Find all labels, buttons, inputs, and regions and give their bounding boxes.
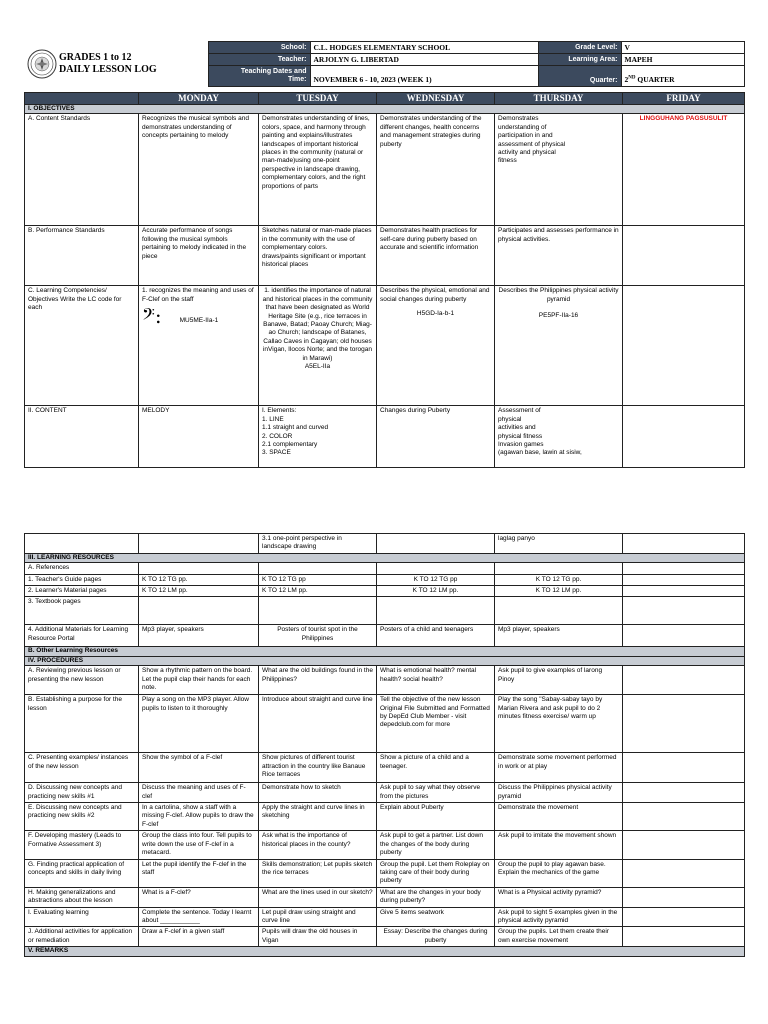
cell-thursday: Mp3 player, speakers	[495, 625, 623, 647]
cell-friday	[623, 803, 745, 831]
quarter-label: Quarter:	[538, 66, 621, 87]
cell-friday	[623, 695, 745, 753]
cell-thursday: Ask pupil to imitate the movement shown	[495, 831, 623, 859]
row-label: A. References	[25, 563, 139, 574]
table-row	[25, 114, 745, 226]
cell-thursday: Ask pupil to sight 5 examples given in the physical activity pyramid	[495, 907, 623, 927]
cell-friday	[623, 286, 745, 406]
cell-thursday: Assessment of physical activities and physical fitness Invasion games (agawan base, lawin at sisiw,	[495, 406, 623, 468]
cell-tuesday: I. Elements: 1. LINE 1.1 straight and curved 2. COLOR 2.1 complementary 3. SPACE	[259, 406, 377, 468]
cell-friday	[623, 831, 745, 859]
table-row	[25, 695, 745, 753]
cell-friday	[623, 534, 745, 554]
row-label: B. Establishing a purpose for the lesson	[25, 695, 139, 753]
cell-tuesday: K TO 12 TG pp	[259, 574, 377, 585]
cell-wednesday: Essay: Describe the changes during puberty	[377, 927, 495, 947]
cell-friday	[623, 887, 745, 907]
title-line-1: GRADES 1 to 12	[59, 52, 132, 63]
day-tuesday: TUESDAY	[259, 93, 377, 105]
quarter-value	[621, 66, 744, 87]
dates-label	[208, 66, 310, 87]
teacher-value: ARJOLYN G. LIBERTAD	[310, 54, 538, 66]
cell-wednesday: K TO 12 LM pp.	[377, 586, 495, 597]
section-other-resources: B. Other Learning Resources	[25, 647, 745, 656]
cell-tuesday: Apply the straight and curve lines in sketching	[259, 803, 377, 831]
cell-friday	[623, 625, 745, 647]
competency-text-1: 1. recognizes the meaning and uses of	[142, 287, 254, 295]
day-monday: MONDAY	[139, 93, 259, 105]
cell-wednesday: Show a picture of a child and a teenager.	[377, 753, 495, 783]
cell-wednesday	[377, 597, 495, 625]
cell-thursday: Discuss the Philippines physical activity pyramid	[495, 783, 623, 803]
row-label: G. Finding practical application of concepts and skills in daily living	[25, 859, 139, 887]
cell-thursday: Demonstrate some movement performed in work or at play	[495, 753, 623, 783]
cell-thursday: Ask pupil to give examples of larong Pinoy	[495, 666, 623, 695]
table-row	[25, 597, 745, 625]
cell-monday	[139, 534, 259, 554]
cell-tuesday: What are the old buildings found in the Philippines?	[259, 666, 377, 695]
row-label: F. Developing mastery (Leads to Formative Assessment 3)	[25, 831, 139, 859]
day-wednesday: WEDNESDAY	[377, 93, 495, 105]
day-thursday: THURSDAY	[495, 93, 623, 105]
cell-monday: Discuss the meaning and uses of F-clef	[139, 783, 259, 803]
competency-text: Describes the physical, emotional and social changes during puberty	[380, 287, 490, 303]
cell-tuesday: Sketches natural or man-made places in the community with the use of complementary colors. draws/paints significant or important historical places	[259, 226, 377, 286]
title-line-2: DAILY LESSON LOG	[59, 64, 157, 75]
table-row	[25, 625, 745, 647]
cell-friday	[623, 574, 745, 585]
competency-code: A5EL-IIa	[304, 363, 331, 371]
cell-friday	[623, 586, 745, 597]
table-row	[25, 927, 745, 947]
table-row	[25, 406, 745, 468]
cell-thursday: What is a Physical activity pyramid?	[495, 887, 623, 907]
row-label: B. Performance Standards	[25, 226, 139, 286]
row-label	[25, 534, 139, 554]
cell-wednesday	[377, 286, 495, 406]
table-row	[25, 859, 745, 887]
grade-label: Grade Level:	[538, 42, 621, 54]
row-label: II. CONTENT	[25, 406, 139, 468]
cell-friday	[623, 563, 745, 574]
cell-friday	[623, 406, 745, 468]
cell-wednesday: Give 5 items seatwork	[377, 907, 495, 927]
table-row	[25, 534, 745, 554]
cell-tuesday: Let pupil draw using straight and curve line	[259, 907, 377, 927]
cell-friday	[623, 783, 745, 803]
row-label: H. Making generalizations and abstractions about the lesson	[25, 887, 139, 907]
school-label: School:	[208, 42, 310, 54]
cell-monday: Complete the sentence. Today I learnt about ___________	[139, 907, 259, 927]
cell-thursday	[495, 597, 623, 625]
cell-tuesday: K TO 12 LM pp.	[259, 586, 377, 597]
cell-tuesday: Demonstrates understanding of lines, colors, space, and harmony through painting and explains/illustrates landscapes of important historical places in the community (natural or man-made)using one-point perspective in landscape drawing, complementary colors, and the right proportions of parts	[259, 114, 377, 226]
quarter-suffix: ND	[628, 75, 636, 81]
cell-wednesday: Explain about Puberty	[377, 803, 495, 831]
row-label: A. Content Standards	[25, 114, 139, 226]
cell-wednesday: Demonstrates health practices for self-care during puberty based on accurate and scientific information	[377, 226, 495, 286]
cell-monday: K TO 12 TG pp.	[139, 574, 259, 585]
cell-tuesday: Posters of tourist spot in the Philippines	[259, 625, 377, 647]
row-label: 4. Additional Materials for Learning Resource Portal	[25, 625, 139, 647]
cell-monday: What is a F-clef?	[139, 887, 259, 907]
cell-wednesday: Changes during Puberty	[377, 406, 495, 468]
row-label: 3. Textbook pages	[25, 597, 139, 625]
table-row	[25, 783, 745, 803]
table-row	[25, 887, 745, 907]
cell-monday: In a cartolina, show a staff with a missing F-clef. Allow pupils to draw the F-clef	[139, 803, 259, 831]
competency-code: MU5ME-IIa-1	[179, 317, 219, 325]
competency-text: 1. identifies the importance of natural and historical places in the community that have been designated as World Heritage Site (e.g., rice terraces in Banawe, Batad; Paoay Church; Miag-ao Church; landscape of Batanes, Callao Caves in Cagayan; old houses inVigan, Ilocos Norte; and the torogan in Marawi)	[262, 287, 373, 362]
cell-wednesday: Demonstrates understanding of the different changes, health concerns and management strategies during puberty	[377, 114, 495, 226]
cell-monday	[139, 563, 259, 574]
table-row	[25, 563, 745, 574]
cell-friday	[623, 226, 745, 286]
table-row	[25, 803, 745, 831]
grade-value: V	[621, 42, 744, 54]
table-row	[25, 831, 745, 859]
area-label: Learning Area:	[538, 54, 621, 66]
cell-thursday: Demonstrate the movement	[495, 803, 623, 831]
cell-tuesday	[259, 563, 377, 574]
row-label: I. Evaluating learning	[25, 907, 139, 927]
cell-thursday	[495, 286, 623, 406]
table-row	[25, 226, 745, 286]
row-label: C. Presenting examples/ instances of the new lesson	[25, 753, 139, 783]
cell-monday: Mp3 player, speakers	[139, 625, 259, 647]
cell-tuesday	[259, 597, 377, 625]
section-remarks: V. REMARKS	[25, 947, 745, 956]
header-table	[24, 41, 745, 87]
competency-code: PE5PF-IIa-16	[538, 312, 579, 320]
cell-monday: K TO 12 LM pp.	[139, 586, 259, 597]
table-row	[25, 586, 745, 597]
cell-tuesday: Introduce about straight and curve line	[259, 695, 377, 753]
cell-monday: MELODY	[139, 406, 259, 468]
cell-friday	[623, 907, 745, 927]
cell-wednesday: Tell the objective of the new lesson Original File Submitted and Formatted by DepEd Club Member - visit depedclub.com for more	[377, 695, 495, 753]
cell-monday: Accurate performance of songs following the musical symbols pertaining to melody indicated in the piece	[139, 226, 259, 286]
dates-label-line-2: Time:	[287, 76, 307, 83]
cell-tuesday: Pupils will draw the old houses in Vigan	[259, 927, 377, 947]
header-corner	[25, 93, 139, 105]
cell-monday	[139, 597, 259, 625]
cell-wednesday: K TO 12 TG pp	[377, 574, 495, 585]
cell-monday	[139, 286, 259, 406]
section-procedures: IV. PROCEDURES	[25, 656, 745, 665]
cell-wednesday	[377, 534, 495, 554]
cell-tuesday: Skills demonstration; Let pupils sketch the rice terraces	[259, 859, 377, 887]
cell-monday: Play a song on the MP3 player. Allow pupils to listen to it thoroughly	[139, 695, 259, 753]
lesson-table-part-1	[24, 92, 745, 468]
day-friday: FRIDAY	[623, 93, 745, 105]
cell-friday	[623, 753, 745, 783]
quarter-word: QUARTER	[635, 75, 675, 84]
dates-value: NOVEMBER 6 - 10, 2023 (WEEK 1)	[310, 66, 538, 87]
cell-wednesday: What are the changes in your body during puberty?	[377, 887, 495, 907]
cell-friday	[623, 859, 745, 887]
cell-wednesday: What is emotional health? mental health? social health?	[377, 666, 495, 695]
row-label: J. Additional activities for application or remediation	[25, 927, 139, 947]
cell-thursday: laglag panyo	[495, 534, 623, 554]
area-value: MAPEH	[621, 54, 744, 66]
row-label: D. Discussing new concepts and practicing new skills #1	[25, 783, 139, 803]
cell-monday: Show the symbol of a F-clef	[139, 753, 259, 783]
row-label: 2. Learner's Material pages	[25, 586, 139, 597]
cell-thursday: Play the song "Sabay-sabay tayo by Marian Rivera and ask pupil to do 2 minutes fitness exercise/ warm up	[495, 695, 623, 753]
cell-monday: Let the pupil identify the F-clef in the staff	[139, 859, 259, 887]
cell-thursday	[495, 563, 623, 574]
cell-wednesday: Ask pupil to say what they observe from the pictures	[377, 783, 495, 803]
dates-label-line-1: Teaching Dates and	[240, 68, 307, 75]
cell-tuesday: Ask what is the importance of historical places in the county?	[259, 831, 377, 859]
cell-thursday: Demonstrates understanding of participation in and assessment of physical activity and physical fitness	[495, 114, 623, 226]
teacher-label: Teacher:	[208, 54, 310, 66]
cell-tuesday: Show pictures of different tourist attraction in the country like Banaue Rice terraces	[259, 753, 377, 783]
deped-seal-icon	[27, 49, 57, 79]
cell-friday	[623, 927, 745, 947]
cell-thursday: K TO 12 TG pp.	[495, 574, 623, 585]
row-label: E. Discussing new concepts and practicing new skills #2	[25, 803, 139, 831]
row-label: 1. Teacher's Guide pages	[25, 574, 139, 585]
cell-tuesday: Demonstrate how to sketch	[259, 783, 377, 803]
cell-wednesday: Posters of a child and teenagers	[377, 625, 495, 647]
table-row	[25, 666, 745, 695]
lesson-table-part-2	[24, 533, 745, 957]
cell-wednesday: Ask pupil to get a partner. List down the changes of the body during puberty	[377, 831, 495, 859]
cell-thursday: K TO 12 LM pp.	[495, 586, 623, 597]
cell-tuesday	[259, 286, 377, 406]
cell-monday: Show a rhythmic pattern on the board. Let the pupil clap their hands for each note.	[139, 666, 259, 695]
quarter-number: 2	[624, 75, 629, 84]
cell-tuesday: What are the lines used in our sketch?	[259, 887, 377, 907]
section-learning-resources: III. LEARNING RESOURCES	[25, 553, 745, 562]
cell-thursday: Group the pupil to play agawan base. Explain the mechanics of the game	[495, 859, 623, 887]
cell-wednesday: Group the pupil. Let them Roleplay on taking care of their body during puberty	[377, 859, 495, 887]
school-value: C.L. HODGES ELEMENTARY SCHOOL	[310, 42, 538, 54]
header-title	[24, 42, 208, 87]
row-label: C. Learning Competencies/ Objectives Write the LC code for each	[25, 286, 139, 406]
competency-text-2: F-Clef on the staff	[142, 295, 194, 303]
f-clef-icon: 𝄢:	[142, 304, 162, 329]
table-row	[25, 753, 745, 783]
cell-friday	[623, 597, 745, 625]
competency-code: H5GD-Ia-b-1	[416, 310, 455, 318]
competency-text: Describes the Philippines physical activity pyramid	[498, 287, 619, 303]
cell-thursday: Participates and assesses performance in physical activities.	[495, 226, 623, 286]
cell-monday: Draw a F-clef in a given staff	[139, 927, 259, 947]
weekly-test-label: LINGGUHANG PAGSUSULIT	[623, 114, 745, 226]
cell-monday: Recognizes the musical symbols and demonstrates understanding of concepts pertaining to melody	[139, 114, 259, 226]
cell-thursday: Group the pupils. Let them create their own exercise movement	[495, 927, 623, 947]
table-row	[25, 286, 745, 406]
table-row	[25, 907, 745, 927]
cell-friday	[623, 666, 745, 695]
table-row	[25, 574, 745, 585]
section-objectives: I. OBJECTIVES	[25, 105, 745, 114]
cell-monday: Group the class into four. Tell pupils to write down the use of F-clef in a metacard.	[139, 831, 259, 859]
cell-wednesday	[377, 563, 495, 574]
cell-tuesday: 3.1 one-point perspective in landscape drawing	[259, 534, 377, 554]
row-label: A. Reviewing previous lesson or presenting the new lesson	[25, 666, 139, 695]
